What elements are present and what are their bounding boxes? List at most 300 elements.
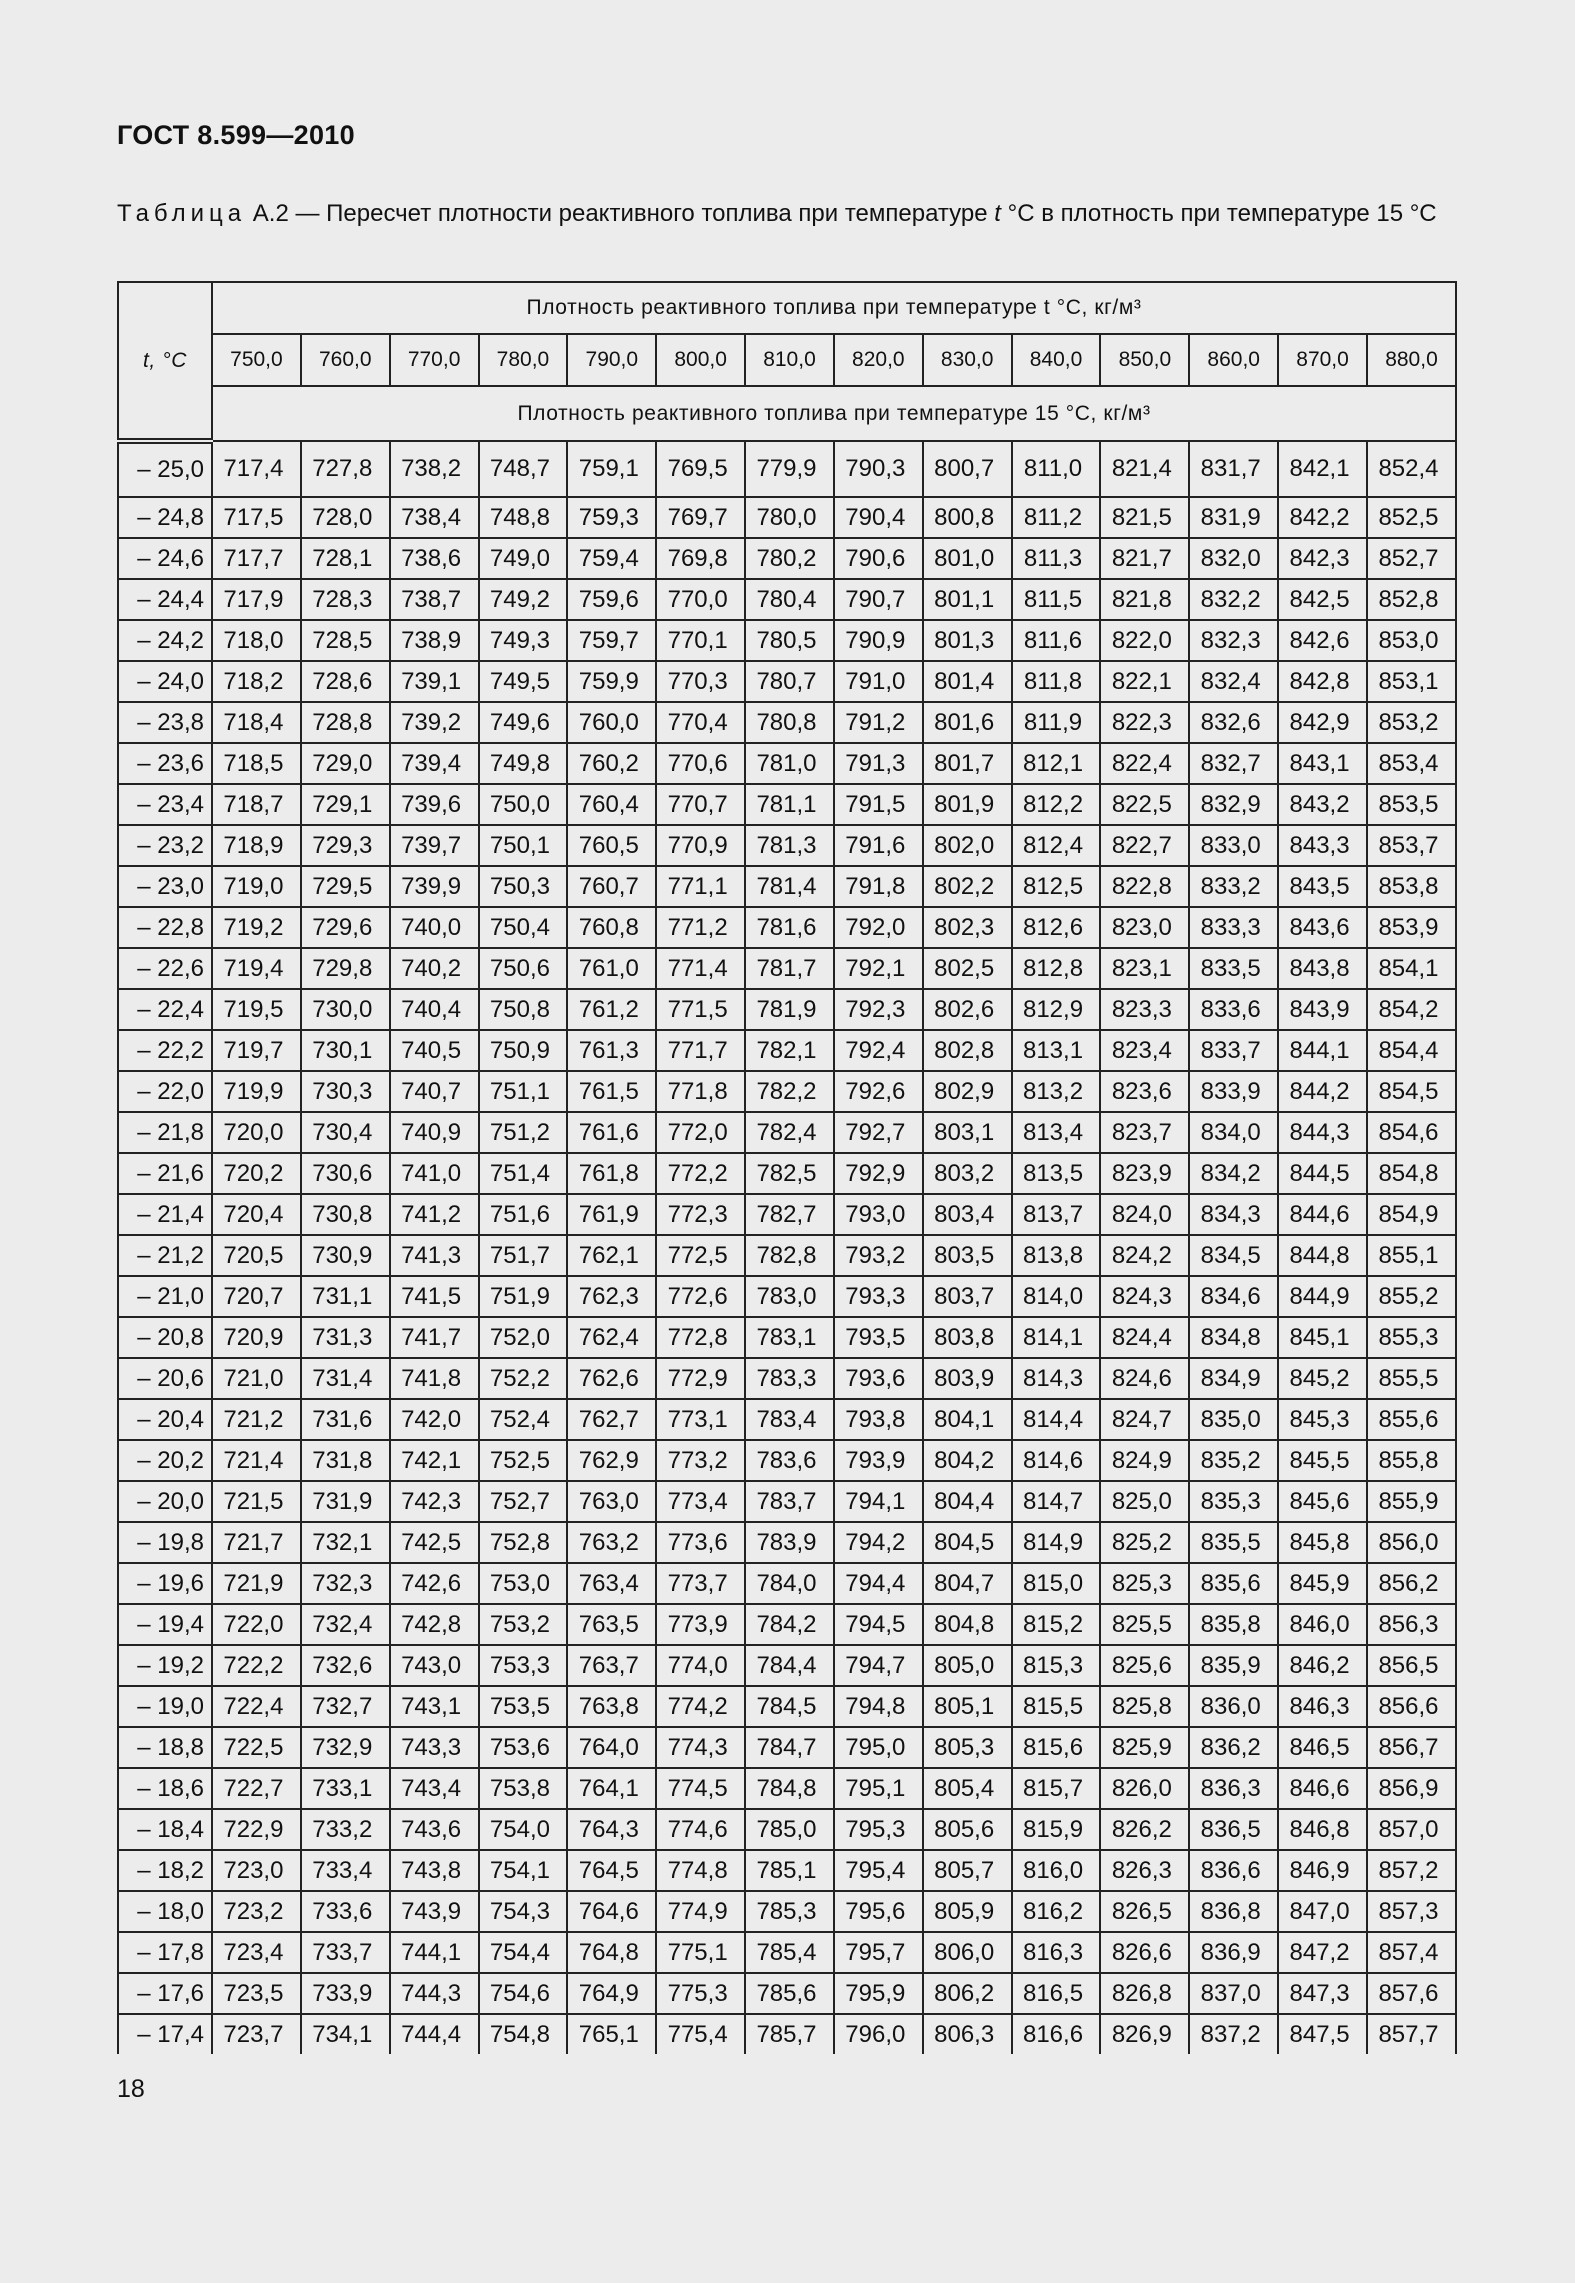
density-cell: 775,1 (656, 1932, 745, 1973)
density-cell: 802,5 (923, 948, 1012, 989)
density-cell: 802,8 (923, 1030, 1012, 1071)
density-cell: 813,4 (1012, 1112, 1101, 1153)
density-cell: 794,5 (834, 1604, 923, 1645)
density-cell: 842,5 (1278, 579, 1367, 620)
density-cell: 852,4 (1367, 441, 1456, 497)
density-cell: 816,5 (1012, 1973, 1101, 2014)
density-cell: 728,6 (301, 661, 390, 702)
density-cell: 812,8 (1012, 948, 1101, 989)
density-cell: 740,0 (390, 907, 479, 948)
density-cell: 847,2 (1278, 1932, 1367, 1973)
density-cell: 718,9 (212, 825, 301, 866)
table-row (118, 538, 1456, 579)
density-cell: 826,8 (1100, 1973, 1189, 2014)
temperature-cell: – 24,8 (118, 497, 212, 538)
density-cell: 785,6 (745, 1973, 834, 2014)
density-cell: 783,4 (745, 1399, 834, 1440)
density-cell: 759,6 (567, 579, 656, 620)
density-cell: 718,5 (212, 743, 301, 784)
density-cell: 751,2 (479, 1112, 568, 1153)
density-cell: 811,0 (1012, 441, 1101, 497)
density-cell: 784,8 (745, 1768, 834, 1809)
density-cell: 732,6 (301, 1645, 390, 1686)
density-cell: 772,3 (656, 1194, 745, 1235)
density-cell: 721,5 (212, 1481, 301, 1522)
density-cell: 792,4 (834, 1030, 923, 1071)
density-cell: 754,8 (479, 2014, 568, 2054)
density-cell: 834,3 (1189, 1194, 1278, 1235)
density-cell: 774,6 (656, 1809, 745, 1850)
density-cell: 855,3 (1367, 1317, 1456, 1358)
density-cell: 823,9 (1100, 1153, 1189, 1194)
density-cell: 856,5 (1367, 1645, 1456, 1686)
density-cell: 741,7 (390, 1317, 479, 1358)
density-cell: 857,3 (1367, 1891, 1456, 1932)
table-row (118, 497, 1456, 538)
density-cell: 843,8 (1278, 948, 1367, 989)
density-cell: 753,3 (479, 1645, 568, 1686)
density-cell: 800,7 (923, 441, 1012, 497)
density-cell: 834,9 (1189, 1358, 1278, 1399)
density-cell: 731,9 (301, 1481, 390, 1522)
density-cell: 793,0 (834, 1194, 923, 1235)
density-cell: 842,3 (1278, 538, 1367, 579)
density-cell: 750,1 (479, 825, 568, 866)
density-cell: 791,3 (834, 743, 923, 784)
density-cell: 738,9 (390, 620, 479, 661)
density-cell: 833,6 (1189, 989, 1278, 1030)
density-cell: 764,8 (567, 1932, 656, 1973)
density-cell: 856,9 (1367, 1768, 1456, 1809)
density-cell: 744,4 (390, 2014, 479, 2054)
density-cell: 824,4 (1100, 1317, 1189, 1358)
density-cell: 835,9 (1189, 1645, 1278, 1686)
density-cell: 721,9 (212, 1563, 301, 1604)
density-cell: 855,6 (1367, 1399, 1456, 1440)
density-column-header: 830,0 (923, 334, 1012, 386)
density-cell: 856,2 (1367, 1563, 1456, 1604)
density-cell: 816,3 (1012, 1932, 1101, 1973)
temperature-cell: – 22,2 (118, 1030, 212, 1071)
density-cell: 732,3 (301, 1563, 390, 1604)
density-cell: 821,5 (1100, 497, 1189, 538)
density-cell: 801,1 (923, 579, 1012, 620)
density-cell: 832,9 (1189, 784, 1278, 825)
density-cell: 781,4 (745, 866, 834, 907)
density-cell: 728,0 (301, 497, 390, 538)
density-cell: 750,0 (479, 784, 568, 825)
density-cell: 718,7 (212, 784, 301, 825)
density-cell: 794,1 (834, 1481, 923, 1522)
density-cell: 804,5 (923, 1522, 1012, 1563)
density-cell: 771,8 (656, 1071, 745, 1112)
density-cell: 845,3 (1278, 1399, 1367, 1440)
density-cell: 763,2 (567, 1522, 656, 1563)
density-cell: 791,8 (834, 866, 923, 907)
density-cell: 836,8 (1189, 1891, 1278, 1932)
temperature-cell: – 22,8 (118, 907, 212, 948)
temperature-cell: – 23,8 (118, 702, 212, 743)
density-cell: 845,1 (1278, 1317, 1367, 1358)
density-cell: 743,1 (390, 1686, 479, 1727)
density-cell: 803,9 (923, 1358, 1012, 1399)
density-cell: 801,0 (923, 538, 1012, 579)
density-cell: 852,8 (1367, 579, 1456, 620)
density-cell: 743,8 (390, 1850, 479, 1891)
density-cell: 764,0 (567, 1727, 656, 1768)
density-cell: 750,9 (479, 1030, 568, 1071)
temperature-cell: – 18,6 (118, 1768, 212, 1809)
table-row (118, 1604, 1456, 1645)
temperature-cell: – 18,4 (118, 1809, 212, 1850)
density-cell: 794,2 (834, 1522, 923, 1563)
density-cell: 730,9 (301, 1235, 390, 1276)
density-cell: 855,1 (1367, 1235, 1456, 1276)
density-cell: 721,4 (212, 1440, 301, 1481)
density-cell: 791,6 (834, 825, 923, 866)
density-cell: 739,7 (390, 825, 479, 866)
density-cell: 855,8 (1367, 1440, 1456, 1481)
density-cell: 730,1 (301, 1030, 390, 1071)
temperature-cell: – 18,0 (118, 1891, 212, 1932)
density-cell: 744,3 (390, 1973, 479, 2014)
density-cell: 742,5 (390, 1522, 479, 1563)
density-cell: 816,0 (1012, 1850, 1101, 1891)
density-cell: 732,1 (301, 1522, 390, 1563)
density-cell: 785,0 (745, 1809, 834, 1850)
density-cell: 742,1 (390, 1440, 479, 1481)
density-cell: 731,4 (301, 1358, 390, 1399)
density-cell: 761,9 (567, 1194, 656, 1235)
density-cell: 741,0 (390, 1153, 479, 1194)
density-cell: 813,1 (1012, 1030, 1101, 1071)
density-cell: 795,6 (834, 1891, 923, 1932)
density-cell: 739,2 (390, 702, 479, 743)
density-cell: 805,9 (923, 1891, 1012, 1932)
density-cell: 855,2 (1367, 1276, 1456, 1317)
density-cell: 732,7 (301, 1686, 390, 1727)
density-cell: 795,3 (834, 1809, 923, 1850)
density-cell: 785,7 (745, 2014, 834, 2054)
density-cell: 836,3 (1189, 1768, 1278, 1809)
density-cell: 729,0 (301, 743, 390, 784)
density-column-header: 800,0 (656, 334, 745, 386)
density-cell: 805,0 (923, 1645, 1012, 1686)
temperature-cell: – 19,8 (118, 1522, 212, 1563)
density-cell: 732,9 (301, 1727, 390, 1768)
density-cell: 853,1 (1367, 661, 1456, 702)
density-cell: 738,6 (390, 538, 479, 579)
temperature-cell: – 18,2 (118, 1850, 212, 1891)
caption-text-part2: °С в плотность при температуре 15 °С (1000, 200, 1437, 227)
density-cell: 783,9 (745, 1522, 834, 1563)
density-cell: 843,1 (1278, 743, 1367, 784)
density-cell: 795,1 (834, 1768, 923, 1809)
density-cell: 751,1 (479, 1071, 568, 1112)
density-cell: 733,1 (301, 1768, 390, 1809)
density-cell: 770,4 (656, 702, 745, 743)
density-cell: 834,5 (1189, 1235, 1278, 1276)
density-cell: 751,9 (479, 1276, 568, 1317)
density-cell: 740,2 (390, 948, 479, 989)
density-cell: 833,5 (1189, 948, 1278, 989)
density-cell: 802,3 (923, 907, 1012, 948)
table-row (118, 784, 1456, 825)
density-cell: 761,6 (567, 1112, 656, 1153)
density-cell: 855,9 (1367, 1481, 1456, 1522)
density-cell: 739,6 (390, 784, 479, 825)
density-cell: 824,9 (1100, 1440, 1189, 1481)
density-cell: 722,5 (212, 1727, 301, 1768)
density-cell: 773,9 (656, 1604, 745, 1645)
density-cell: 794,7 (834, 1645, 923, 1686)
table-row (118, 1153, 1456, 1194)
density-cell: 826,3 (1100, 1850, 1189, 1891)
density-cell: 742,8 (390, 1604, 479, 1645)
density-cell: 837,2 (1189, 2014, 1278, 2054)
density-cell: 846,6 (1278, 1768, 1367, 1809)
density-cell: 846,3 (1278, 1686, 1367, 1727)
temperature-cell: – 17,6 (118, 1973, 212, 2014)
table-row (118, 1973, 1456, 2014)
density-cell: 844,6 (1278, 1194, 1367, 1235)
density-cell: 783,0 (745, 1276, 834, 1317)
density-cell: 802,9 (923, 1071, 1012, 1112)
density-cell: 722,2 (212, 1645, 301, 1686)
density-cell: 741,8 (390, 1358, 479, 1399)
density-cell: 774,0 (656, 1645, 745, 1686)
density-cell: 770,0 (656, 579, 745, 620)
density-cell: 825,6 (1100, 1645, 1189, 1686)
density-column-header: 840,0 (1012, 334, 1101, 386)
density-cell: 740,5 (390, 1030, 479, 1071)
table-row (118, 825, 1456, 866)
density-cell: 805,1 (923, 1686, 1012, 1727)
density-cell: 825,3 (1100, 1563, 1189, 1604)
density-cell: 857,4 (1367, 1932, 1456, 1973)
density-cell: 791,0 (834, 661, 923, 702)
density-cell: 740,4 (390, 989, 479, 1030)
density-cell: 760,0 (567, 702, 656, 743)
page-number: 18 (117, 2075, 145, 2103)
density-column-header: 790,0 (567, 334, 656, 386)
density-cell: 717,7 (212, 538, 301, 579)
density-column-header: 850,0 (1100, 334, 1189, 386)
density-cell: 751,4 (479, 1153, 568, 1194)
table-row (118, 1850, 1456, 1891)
caption-number: А.2 (252, 200, 289, 227)
density-cell: 773,4 (656, 1481, 745, 1522)
density-cell: 801,9 (923, 784, 1012, 825)
density-conversion-table (117, 281, 1457, 2054)
temperature-cell: – 21,0 (118, 1276, 212, 1317)
temperature-cell: – 21,8 (118, 1112, 212, 1153)
density-cell: 833,2 (1189, 866, 1278, 907)
density-cell: 739,1 (390, 661, 479, 702)
density-cell: 811,8 (1012, 661, 1101, 702)
density-cell: 773,7 (656, 1563, 745, 1604)
density-cell: 835,8 (1189, 1604, 1278, 1645)
density-cell: 719,9 (212, 1071, 301, 1112)
density-cell: 781,9 (745, 989, 834, 1030)
density-cell: 831,9 (1189, 497, 1278, 538)
density-cell: 846,0 (1278, 1604, 1367, 1645)
density-cell: 752,7 (479, 1481, 568, 1522)
density-cell: 780,8 (745, 702, 834, 743)
density-cell: 773,2 (656, 1440, 745, 1481)
density-cell: 811,5 (1012, 579, 1101, 620)
density-cell: 852,5 (1367, 497, 1456, 538)
density-cell: 805,3 (923, 1727, 1012, 1768)
density-cell: 739,4 (390, 743, 479, 784)
density-cell: 729,3 (301, 825, 390, 866)
density-column-header: 750,0 (212, 334, 301, 386)
density-cell: 812,9 (1012, 989, 1101, 1030)
density-cell: 733,9 (301, 1973, 390, 2014)
density-cell: 752,5 (479, 1440, 568, 1481)
density-cell: 719,0 (212, 866, 301, 907)
density-cell: 814,1 (1012, 1317, 1101, 1358)
table-row (118, 1563, 1456, 1604)
table-row (118, 1071, 1456, 1112)
density-cell: 832,7 (1189, 743, 1278, 784)
density-cell: 791,5 (834, 784, 923, 825)
density-cell: 783,6 (745, 1440, 834, 1481)
density-cell: 718,4 (212, 702, 301, 743)
density-cell: 790,7 (834, 579, 923, 620)
density-cell: 743,6 (390, 1809, 479, 1850)
density-cell: 723,0 (212, 1850, 301, 1891)
density-cell: 742,3 (390, 1481, 479, 1522)
density-cell: 772,9 (656, 1358, 745, 1399)
density-cell: 723,5 (212, 1973, 301, 2014)
density-cell: 723,2 (212, 1891, 301, 1932)
density-cell: 784,7 (745, 1727, 834, 1768)
density-cell: 854,5 (1367, 1071, 1456, 1112)
density-cell: 792,1 (834, 948, 923, 989)
table-row (118, 1686, 1456, 1727)
table-row (118, 743, 1456, 784)
density-cell: 763,0 (567, 1481, 656, 1522)
temperature-cell: – 21,6 (118, 1153, 212, 1194)
temperature-cell: – 25,0 (118, 441, 212, 497)
density-cell: 762,9 (567, 1440, 656, 1481)
density-cell: 815,2 (1012, 1604, 1101, 1645)
table-row (118, 1481, 1456, 1522)
density-cell: 720,5 (212, 1235, 301, 1276)
density-cell: 852,7 (1367, 538, 1456, 579)
density-cell: 857,0 (1367, 1809, 1456, 1850)
density-cell: 803,5 (923, 1235, 1012, 1276)
table-row (118, 1522, 1456, 1563)
table-row (118, 1030, 1456, 1071)
temperature-cell: – 17,4 (118, 2014, 212, 2054)
density-cell: 844,5 (1278, 1153, 1367, 1194)
density-cell: 775,4 (656, 2014, 745, 2054)
density-cell: 734,1 (301, 2014, 390, 2054)
density-cell: 774,5 (656, 1768, 745, 1809)
density-cell: 790,3 (834, 441, 923, 497)
density-cell: 729,8 (301, 948, 390, 989)
density-cell: 835,6 (1189, 1563, 1278, 1604)
density-cell: 720,2 (212, 1153, 301, 1194)
density-cell: 813,2 (1012, 1071, 1101, 1112)
density-cell: 845,5 (1278, 1440, 1367, 1481)
temperature-cell: – 24,6 (118, 538, 212, 579)
density-cell: 846,5 (1278, 1727, 1367, 1768)
density-cell: 770,3 (656, 661, 745, 702)
table-row (118, 579, 1456, 620)
density-cell: 754,3 (479, 1891, 568, 1932)
density-cell: 761,0 (567, 948, 656, 989)
density-cell: 759,7 (567, 620, 656, 661)
density-cell: 769,7 (656, 497, 745, 538)
density-cell: 774,9 (656, 1891, 745, 1932)
density-cell: 854,4 (1367, 1030, 1456, 1071)
density-cell: 823,4 (1100, 1030, 1189, 1071)
density-cell: 811,2 (1012, 497, 1101, 538)
temperature-cell: – 19,4 (118, 1604, 212, 1645)
density-cell: 845,2 (1278, 1358, 1367, 1399)
density-cell: 833,3 (1189, 907, 1278, 948)
density-cell: 753,5 (479, 1686, 568, 1727)
density-cell: 774,3 (656, 1727, 745, 1768)
density-cell: 770,7 (656, 784, 745, 825)
density-cell: 748,8 (479, 497, 568, 538)
density-cell: 811,3 (1012, 538, 1101, 579)
density-column-header: 860,0 (1189, 334, 1278, 386)
density-cell: 801,3 (923, 620, 1012, 661)
density-cell: 843,6 (1278, 907, 1367, 948)
density-cell: 795,4 (834, 1850, 923, 1891)
density-cell: 802,6 (923, 989, 1012, 1030)
density-column-header: 770,0 (390, 334, 479, 386)
density-cell: 762,7 (567, 1399, 656, 1440)
table-row (118, 702, 1456, 743)
density-cell: 853,5 (1367, 784, 1456, 825)
density-cell: 857,6 (1367, 1973, 1456, 2014)
density-cell: 793,2 (834, 1235, 923, 1276)
density-cell: 752,4 (479, 1399, 568, 1440)
density-cell: 811,9 (1012, 702, 1101, 743)
density-cell: 733,2 (301, 1809, 390, 1850)
density-cell: 823,3 (1100, 989, 1189, 1030)
density-cell: 782,4 (745, 1112, 834, 1153)
density-cell: 738,2 (390, 441, 479, 497)
density-cell: 733,6 (301, 1891, 390, 1932)
density-cell: 815,5 (1012, 1686, 1101, 1727)
density-cell: 806,2 (923, 1973, 1012, 2014)
density-cell: 825,8 (1100, 1686, 1189, 1727)
density-cell: 727,8 (301, 441, 390, 497)
density-cell: 764,6 (567, 1891, 656, 1932)
density-cell: 804,4 (923, 1481, 1012, 1522)
density-cell: 842,8 (1278, 661, 1367, 702)
table-row (118, 1645, 1456, 1686)
density-cell: 764,9 (567, 1973, 656, 2014)
density-cell: 792,3 (834, 989, 923, 1030)
density-cell: 793,3 (834, 1276, 923, 1317)
density-cell: 815,6 (1012, 1727, 1101, 1768)
density-cell: 730,8 (301, 1194, 390, 1235)
density-cell: 792,7 (834, 1112, 923, 1153)
density-cell: 762,1 (567, 1235, 656, 1276)
density-cell: 772,6 (656, 1276, 745, 1317)
density-cell: 853,2 (1367, 702, 1456, 743)
density-cell: 774,2 (656, 1686, 745, 1727)
density-cell: 856,3 (1367, 1604, 1456, 1645)
density-cell: 783,3 (745, 1358, 834, 1399)
